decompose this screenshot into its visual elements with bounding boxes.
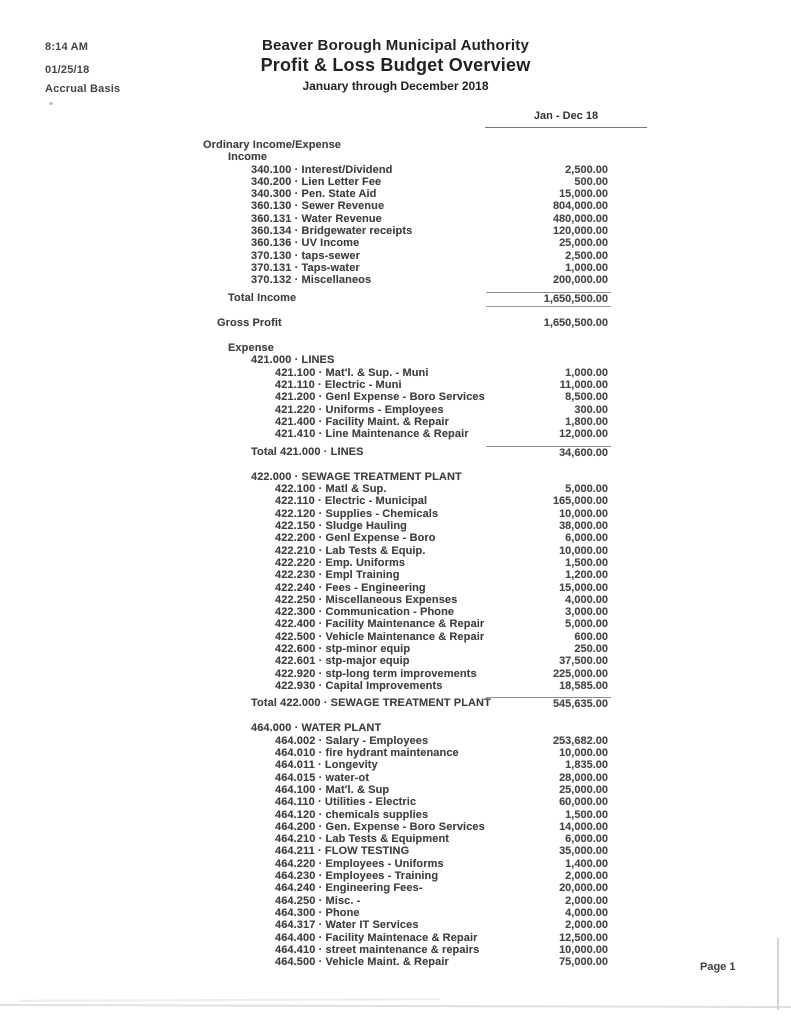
row-label: 422.210 · Lab Tests & Equip. xyxy=(275,544,426,557)
account-row xyxy=(0,919,791,931)
section-row xyxy=(0,151,791,163)
row-label: 370.131 · Taps-water xyxy=(251,261,360,274)
row-amount: 480,000.00 xyxy=(552,212,608,225)
row-amount: 2,000.00 xyxy=(565,870,608,883)
row-amount: 1,500.00 xyxy=(565,556,608,569)
total-row xyxy=(0,446,791,458)
row-amount: 2,500.00 xyxy=(565,163,608,176)
row-label: 464.120 · chemicals supplies xyxy=(275,808,429,821)
row-label: 464.240 · Engineering Fees- xyxy=(275,882,423,895)
row-amount: 1,500.00 xyxy=(565,808,608,821)
row-amount: 250.00 xyxy=(574,642,608,655)
account-row xyxy=(0,747,791,759)
scan-artifact-bottom-line-2 xyxy=(20,998,440,1001)
row-amount: 12,000.00 xyxy=(559,428,608,441)
account-row xyxy=(0,956,791,968)
section-row xyxy=(0,471,791,483)
account-row xyxy=(0,606,791,618)
row-amount: 10,000.00 xyxy=(559,544,608,557)
account-row xyxy=(0,582,791,594)
section-row xyxy=(0,354,791,366)
row-amount: 253,682.00 xyxy=(552,734,608,747)
account-row xyxy=(0,668,791,680)
row-label: 422.150 · Sludge Hauling xyxy=(275,520,407,533)
row-amount: 2,000.00 xyxy=(565,919,608,932)
column-header-jan-dec-18: Jan - Dec 18 xyxy=(485,110,647,128)
account-row xyxy=(0,907,791,919)
row-amount: 37,500.00 xyxy=(559,655,608,668)
row-label: 464.015 · water-ot xyxy=(275,771,370,784)
account-row xyxy=(0,416,791,428)
row-label: 422.200 · Genl Expense - Boro xyxy=(275,532,436,545)
row-label: 422.920 · stp-long term improvements xyxy=(275,667,477,680)
row-amount: 600.00 xyxy=(574,630,608,643)
account-row xyxy=(0,858,791,870)
row-label: Ordinary Income/Expense xyxy=(203,139,342,151)
row-amount: 1,200.00 xyxy=(565,569,608,582)
row-amount: 38,000.00 xyxy=(559,520,608,533)
row-amount: 1,835.00 xyxy=(565,759,608,772)
row-amount: 75,000.00 xyxy=(559,956,608,969)
row-amount: 6,000.00 xyxy=(565,833,608,846)
account-row xyxy=(0,569,791,581)
account-row xyxy=(0,882,791,894)
account-row xyxy=(0,262,791,274)
row-label: 360.131 · Water Revenue xyxy=(251,212,382,225)
row-label: 464.300 · Phone xyxy=(275,906,360,919)
section-row xyxy=(0,139,791,151)
row-label: 360.130 · Sewer Revenue xyxy=(251,200,385,213)
account-row xyxy=(0,759,791,771)
row-label: 422.110 · Electric - Municipal xyxy=(275,495,428,508)
account-row xyxy=(0,200,791,212)
section-row xyxy=(0,342,791,354)
row-amount: 1,000.00 xyxy=(565,261,608,274)
row-amount: 28,000.00 xyxy=(559,771,608,784)
row-label: 464.100 · Mat'l. & Sup xyxy=(275,783,390,796)
row-amount: 225,000.00 xyxy=(552,667,608,680)
report-period: January through December 2018 xyxy=(302,79,489,93)
account-row xyxy=(0,379,791,391)
row-amount: 12,500.00 xyxy=(559,931,608,944)
account-row xyxy=(0,250,791,262)
row-label: 464.250 · Misc. - xyxy=(275,894,361,907)
row-amount: 25,000.00 xyxy=(559,783,608,796)
scan-artifact-bottom-line xyxy=(0,1004,791,1008)
account-row xyxy=(0,176,791,188)
row-amount: 20,000.00 xyxy=(559,882,608,895)
account-row xyxy=(0,428,791,440)
row-label: 422.500 · Vehicle Maintenance & Repair xyxy=(275,630,485,643)
row-label: 360.136 · UV Income xyxy=(251,237,360,250)
row-amount: 6,000.00 xyxy=(565,532,608,545)
row-label: 422.100 · Matl & Sup. xyxy=(275,483,387,496)
total-row xyxy=(0,697,791,709)
gross-profit-row xyxy=(0,317,791,329)
account-row xyxy=(0,735,791,747)
account-row xyxy=(0,225,791,237)
row-amount: 1,400.00 xyxy=(565,857,608,870)
account-row xyxy=(0,833,791,845)
row-amount: 4,000.00 xyxy=(565,906,608,919)
report-title: Profit & Loss Budget Overview xyxy=(260,55,531,75)
row-label: 422.000 · SEWAGE TREATMENT PLANT xyxy=(251,470,462,483)
row-amount: 200,000.00 xyxy=(552,274,608,287)
account-row xyxy=(0,483,791,495)
account-row xyxy=(0,845,791,857)
row-label: 464.011 · Longevity xyxy=(275,759,378,772)
account-row xyxy=(0,508,791,520)
account-row xyxy=(0,188,791,200)
report-time: 8:14 AM xyxy=(45,41,89,53)
row-label: 422.600 · stp-minor equip xyxy=(275,642,411,655)
row-label: 422.400 · Facility Maintenance & Repair xyxy=(275,618,485,631)
row-amount: 5,000.00 xyxy=(565,483,608,496)
row-amount: 1,650,500.00 xyxy=(486,292,611,308)
row-amount: 60,000.00 xyxy=(559,796,608,809)
total-row xyxy=(0,292,791,304)
row-label: 464.200 · Gen. Expense - Boro Services xyxy=(275,820,485,833)
row-amount: 3,000.00 xyxy=(565,606,608,619)
account-row xyxy=(0,796,791,808)
row-amount: 10,000.00 xyxy=(559,507,608,520)
row-label: Gross Profit xyxy=(217,316,282,329)
row-label: 421.110 · Electric - Muni xyxy=(275,379,402,392)
row-label: 340.100 · Interest/Dividend xyxy=(251,163,393,176)
row-label: 464.110 · Utilities - Electric xyxy=(275,796,417,809)
account-row xyxy=(0,643,791,655)
row-label: 464.317 · Water IT Services xyxy=(275,919,419,932)
account-row xyxy=(0,495,791,507)
row-label: 422.120 · Supplies - Chemicals xyxy=(275,507,439,520)
account-row xyxy=(0,932,791,944)
row-label: 340.200 · Lien Letter Fee xyxy=(251,175,382,188)
row-label: 421.200 · Genl Expense - Boro Services xyxy=(275,391,485,404)
row-amount: 25,000.00 xyxy=(559,237,608,250)
row-label: 421.000 · LINES xyxy=(251,354,335,367)
row-amount: 10,000.00 xyxy=(559,943,608,956)
report-body xyxy=(0,139,791,968)
row-label: 464.000 · WATER PLANT xyxy=(251,722,382,735)
account-row xyxy=(0,367,791,379)
row-label: 464.230 · Employees - Training xyxy=(275,870,439,883)
row-label: 464.211 · FLOW TESTING xyxy=(275,845,410,858)
row-amount: 4,000.00 xyxy=(565,593,608,606)
row-label: 421.410 · Line Maintenance & Repair xyxy=(275,428,469,441)
row-amount: 18,585.00 xyxy=(559,679,608,692)
row-label: Expense xyxy=(228,342,274,355)
row-label: 464.400 · Facility Maintenace & Repair xyxy=(275,931,478,944)
account-row xyxy=(0,772,791,784)
account-row xyxy=(0,944,791,956)
row-label: 421.100 · Mat'l. & Sup. - Muni xyxy=(275,366,429,379)
account-row xyxy=(0,274,791,286)
row-amount: 2,000.00 xyxy=(565,894,608,907)
row-label: 370.130 · taps-sewer xyxy=(251,249,361,262)
row-amount: 35,000.00 xyxy=(559,845,608,858)
row-label: 360.134 · Bridgewater receipts xyxy=(251,225,413,238)
row-amount: 804,000.00 xyxy=(552,200,608,213)
account-row xyxy=(0,404,791,416)
row-label: 370.132 · Miscellaneos xyxy=(251,274,372,287)
row-amount: 165,000.00 xyxy=(552,495,608,508)
account-row xyxy=(0,391,791,403)
account-row xyxy=(0,520,791,532)
row-amount: 5,000.00 xyxy=(565,618,608,631)
row-label: 421.400 · Facility Maint. & Repair xyxy=(275,415,449,428)
row-label: 422.220 · Emp. Uniforms xyxy=(275,556,406,569)
row-amount: 500.00 xyxy=(574,175,608,188)
row-label: 464.210 · Lab Tests & Equipment xyxy=(275,833,450,846)
account-row xyxy=(0,895,791,907)
section-row xyxy=(0,722,791,734)
row-amount: 545,635.00 xyxy=(486,697,611,710)
row-label: Total Income xyxy=(228,291,297,304)
row-label: 422.300 · Communication - Phone xyxy=(275,606,455,619)
account-row xyxy=(0,821,791,833)
row-label: Total 421.000 · LINES xyxy=(251,445,364,458)
row-label: Total 422.000 · SEWAGE TREATMENT PLANT xyxy=(251,697,491,710)
row-label: 421.220 · Uniforms - Employees xyxy=(275,403,444,416)
row-amount: 1,650,500.00 xyxy=(543,316,608,329)
row-label: 464.010 · fire hydrant maintenance xyxy=(275,747,459,760)
account-row xyxy=(0,164,791,176)
row-amount: 15,000.00 xyxy=(559,581,608,594)
row-label: 422.250 · Miscellaneous Expenses xyxy=(275,593,458,606)
account-row xyxy=(0,545,791,557)
row-label: 464.410 · street maintenance & repairs xyxy=(275,943,480,956)
account-row xyxy=(0,809,791,821)
account-row xyxy=(0,594,791,606)
row-amount: 1,800.00 xyxy=(565,415,608,428)
account-row xyxy=(0,213,791,225)
scan-artifact-right-line xyxy=(777,938,779,1010)
row-amount: 15,000.00 xyxy=(559,188,608,201)
scan-artifact-dot xyxy=(49,102,53,105)
row-amount: 8,500.00 xyxy=(565,391,608,404)
row-amount: 11,000.00 xyxy=(559,379,608,392)
account-row xyxy=(0,870,791,882)
account-row xyxy=(0,655,791,667)
row-label: 340.300 · Pen. State Aid xyxy=(251,188,377,201)
row-amount: 300.00 xyxy=(574,403,608,416)
row-label: Income xyxy=(228,151,268,164)
row-amount: 120,000.00 xyxy=(552,225,608,238)
row-amount: 10,000.00 xyxy=(559,747,608,760)
account-row xyxy=(0,784,791,796)
account-row xyxy=(0,557,791,569)
row-label: 422.930 · Capital Improvements xyxy=(275,679,443,692)
account-row xyxy=(0,680,791,692)
report-date: 01/25/18 xyxy=(45,64,90,76)
row-label: 464.220 · Employees - Uniforms xyxy=(275,857,444,870)
account-row xyxy=(0,631,791,643)
account-row xyxy=(0,532,791,544)
account-row xyxy=(0,618,791,630)
account-row xyxy=(0,237,791,249)
row-amount: 14,000.00 xyxy=(559,820,608,833)
row-amount: 34,600.00 xyxy=(486,446,611,459)
page-number: Page 1 xyxy=(700,961,736,973)
row-label: 464.002 · Salary - Employees xyxy=(275,734,429,747)
company-name: Beaver Borough Municipal Authority xyxy=(261,37,530,54)
row-amount: 2,500.00 xyxy=(565,249,608,262)
accrual-basis-label: Accrual Basis xyxy=(45,83,121,95)
row-label: 422.240 · Fees - Engineering xyxy=(275,581,426,594)
row-label: 464.500 · Vehicle Maint. & Repair xyxy=(275,956,449,969)
row-label: 422.601 · stp-major equip xyxy=(275,655,410,668)
row-amount: 1,000.00 xyxy=(565,366,608,379)
row-label: 422.230 · Empl Training xyxy=(275,569,400,582)
